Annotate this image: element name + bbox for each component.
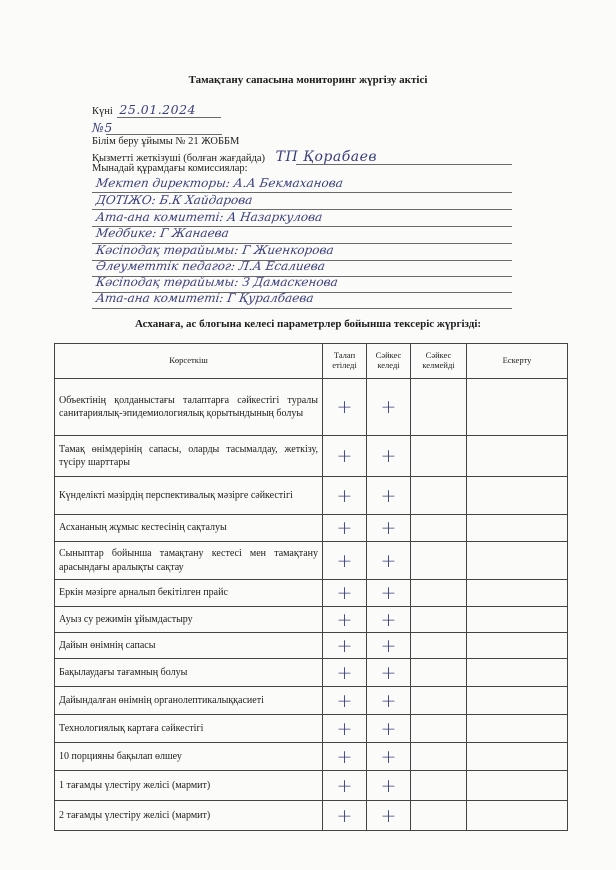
- required-mark: +: [323, 771, 367, 801]
- complies-mark: +: [367, 580, 411, 607]
- table-row: [55, 477, 568, 515]
- param-cell: 10 порцияны бақылап өлшеу: [55, 743, 323, 771]
- commission-member: Ата-ана комитеті: А Назаркулова: [95, 210, 324, 224]
- complies-mark: +: [367, 379, 411, 436]
- complies-mark: +: [367, 743, 411, 771]
- table-row: [55, 379, 568, 436]
- param-cell: Еркін мәзірге арналып бекітілген прайс: [55, 580, 323, 607]
- commission-member: Кәсіподақ төрайымы: Г Жиенкорова: [95, 243, 335, 257]
- required-mark: +: [323, 715, 367, 743]
- table-row: [55, 715, 568, 743]
- not-complies-cell: [411, 379, 467, 436]
- table-row: [55, 542, 568, 580]
- section-title: Асханаға, ас блогына келесі параметрлер бойынша тексеріс жүргізді:: [134, 318, 482, 330]
- not-complies-cell: [411, 580, 467, 607]
- header-complies: Сәйкес келеді: [367, 344, 411, 379]
- param-cell: Ауыз су режимін ұйымдастыру: [55, 607, 323, 633]
- not-complies-cell: [411, 715, 467, 743]
- param-cell: 2 тағамды үлестіру желісі (мармит): [55, 801, 323, 831]
- table-row: [55, 580, 568, 607]
- date-value: 25.01.2024: [119, 102, 196, 117]
- note-cell: [467, 515, 568, 542]
- employee-underline: [296, 164, 512, 165]
- complies-mark: +: [367, 771, 411, 801]
- document-title: Тамақтану сапасына мониторинг жүргізу актісі: [188, 74, 428, 86]
- table-row: [55, 687, 568, 715]
- table-row: [55, 743, 568, 771]
- note-cell: [467, 801, 568, 831]
- complies-mark: +: [367, 801, 411, 831]
- note-cell: [467, 477, 568, 515]
- date-label: Күні: [92, 106, 113, 117]
- required-mark: +: [323, 743, 367, 771]
- note-cell: [467, 687, 568, 715]
- not-complies-cell: [411, 743, 467, 771]
- param-cell: Технологиялық картаға сәйкестігі: [55, 715, 323, 743]
- table-row: [55, 659, 568, 687]
- number-value: №5: [92, 120, 113, 135]
- table-row: [55, 801, 568, 831]
- number-underline: [106, 134, 222, 135]
- note-cell: [467, 379, 568, 436]
- note-cell: [467, 771, 568, 801]
- header-indicator: Көрсеткіш: [55, 344, 323, 379]
- complies-mark: +: [367, 542, 411, 580]
- param-cell: Дайын өнімнің сапасы: [55, 633, 323, 659]
- not-complies-cell: [411, 771, 467, 801]
- required-mark: +: [323, 477, 367, 515]
- note-cell: [467, 436, 568, 477]
- note-cell: [467, 633, 568, 659]
- param-cell: Бақылаудағы тағамның болуы: [55, 659, 323, 687]
- header-required: Талап етіледі: [323, 344, 367, 379]
- not-complies-cell: [411, 607, 467, 633]
- note-cell: [467, 580, 568, 607]
- required-mark: +: [323, 379, 367, 436]
- param-cell: Дайындалған өнімнің органолептикалыққасиеті: [55, 687, 323, 715]
- not-complies-cell: [411, 477, 467, 515]
- commission-underline: [92, 308, 512, 309]
- required-mark: +: [323, 687, 367, 715]
- note-cell: [467, 607, 568, 633]
- not-complies-cell: [411, 659, 467, 687]
- commission-member: Мектеп директоры: А.А Бекмаханова: [95, 176, 344, 190]
- note-cell: [467, 542, 568, 580]
- commission-member: Медбике: Г Жанаева: [95, 226, 230, 240]
- table-row: [55, 607, 568, 633]
- complies-mark: +: [367, 633, 411, 659]
- required-mark: +: [323, 607, 367, 633]
- date-row: [92, 102, 196, 117]
- header-note: Ескерту: [467, 344, 568, 379]
- table-row: [55, 633, 568, 659]
- note-cell: [467, 715, 568, 743]
- table-header-row: [55, 344, 568, 379]
- required-mark: +: [323, 801, 367, 831]
- note-cell: [467, 659, 568, 687]
- param-cell: Тамақ өнімдерінің сапасы, оларды тасымалдау, жеткізу, түсіру шарттары: [55, 436, 323, 477]
- number-row: [92, 120, 113, 135]
- required-mark: +: [323, 633, 367, 659]
- commission-label: Мынадай құрамдағы комиссиялар:: [92, 163, 248, 174]
- table-row: [55, 771, 568, 801]
- complies-mark: +: [367, 515, 411, 542]
- complies-mark: +: [367, 436, 411, 477]
- param-cell: Сыныптар бойынша тамақтану кестесі мен тамақтану арасындағы аралықты сақтау: [55, 542, 323, 580]
- required-mark: +: [323, 515, 367, 542]
- required-mark: +: [323, 659, 367, 687]
- complies-mark: +: [367, 607, 411, 633]
- param-cell: Объектінің қолданыстағы талаптарға сәйкестігі туралы санитариялық-эпидемиологиялық қорытындының болуы: [55, 379, 323, 436]
- required-mark: +: [323, 542, 367, 580]
- not-complies-cell: [411, 542, 467, 580]
- note-cell: [467, 743, 568, 771]
- param-cell: Күнделікті мәзірдің перспективалық мәзірге сәйкестігі: [55, 477, 323, 515]
- complies-mark: +: [367, 715, 411, 743]
- param-cell: Асхананың жұмыс кестесінің сақталуы: [55, 515, 323, 542]
- required-mark: +: [323, 436, 367, 477]
- inspection-table: [54, 343, 568, 831]
- complies-mark: +: [367, 687, 411, 715]
- header-not-complies: Сәйкес келмейді: [411, 344, 467, 379]
- commission-member: Кәсіподақ төрайымы: З Дамаскенова: [95, 275, 339, 289]
- commission-member: Әлеуметтік педагог: Л.А Есалиева: [95, 259, 326, 273]
- not-complies-cell: [411, 801, 467, 831]
- table-row: [55, 436, 568, 477]
- complies-mark: +: [367, 477, 411, 515]
- table-row: [55, 515, 568, 542]
- required-mark: +: [323, 580, 367, 607]
- employee-signature: ТП Қорабаев: [275, 149, 378, 165]
- commission-member: Ата-ана комитеті: Г Қуралбаева: [95, 291, 315, 305]
- employee-label: Қызметті жеткізуші (болған жағдайда): [92, 153, 266, 164]
- school-line: Білім беру ұйымы № 21 ЖОББМ: [92, 136, 240, 147]
- not-complies-cell: [411, 436, 467, 477]
- date-underline: [117, 117, 221, 118]
- complies-mark: +: [367, 659, 411, 687]
- not-complies-cell: [411, 687, 467, 715]
- not-complies-cell: [411, 515, 467, 542]
- not-complies-cell: [411, 633, 467, 659]
- param-cell: 1 тағамды үлестіру желісі (мармит): [55, 771, 323, 801]
- commission-member: ДОТІЖО: Б.К Хайдарова: [95, 193, 254, 207]
